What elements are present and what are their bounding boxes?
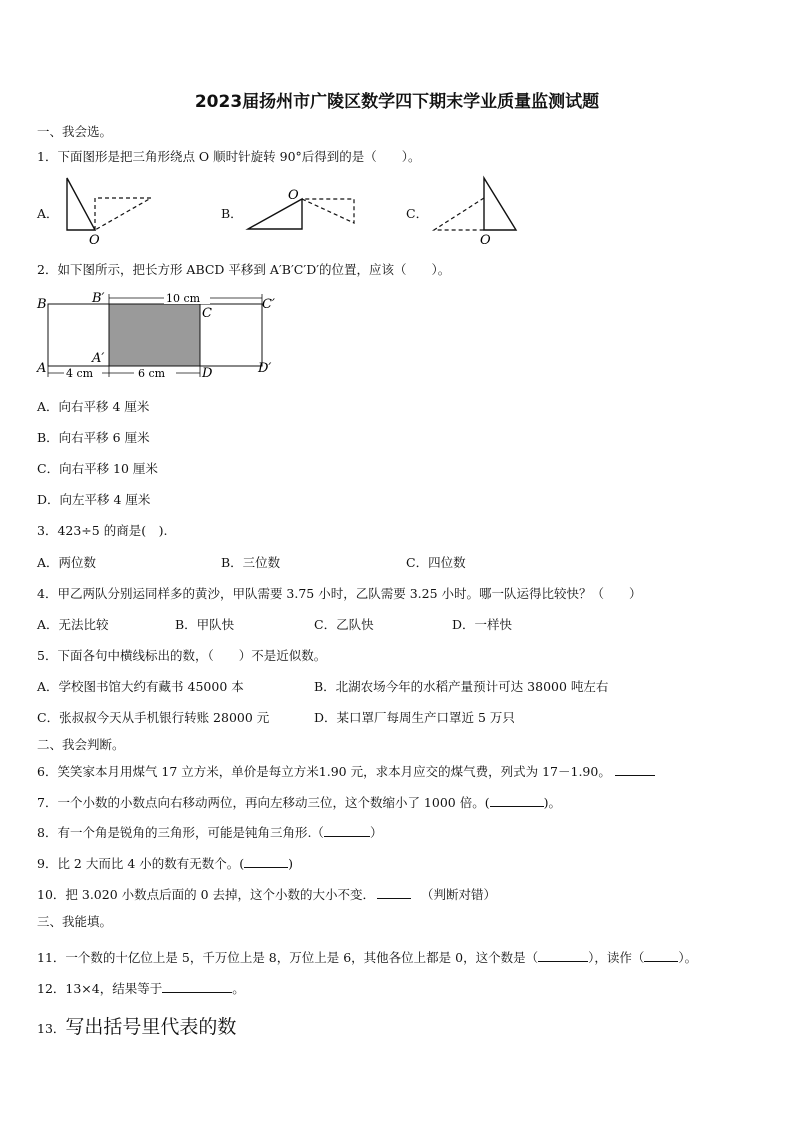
label-c: C — [202, 306, 212, 321]
q1-option-a-figure — [55, 172, 165, 248]
question-5-stem: 5．下面各句中横线标出的数，（ ）不是近似数。 — [37, 648, 327, 663]
question-8-tail: ） — [369, 825, 383, 840]
q1-option-a-label: A． — [37, 206, 59, 221]
question-2-stem: 2．如下图所示，把长方形 ABCD 平移到 A′B′C′D′的位置，应该（ ）。 — [37, 262, 451, 277]
label-a: A — [37, 361, 47, 376]
question-8 — [37, 823, 382, 841]
question-11-text: 11．一个数的十亿位上是 5，千万位上是 8，万位上是 6，其他各位上都是 0，这个数是（ — [37, 950, 539, 965]
triangle-rotated — [302, 199, 354, 223]
shaded-rectangle — [109, 304, 200, 366]
q2-option-b: B．向右平移 6 厘米 — [37, 430, 150, 445]
question-11-mid: ），读作（ — [588, 950, 645, 965]
question-6 — [37, 762, 655, 780]
label-b: B — [37, 297, 47, 312]
question-13 — [37, 1012, 236, 1039]
q1-option-b-label: B． — [221, 206, 243, 221]
question-9 — [37, 854, 293, 872]
question-1-stem: 1．下面图形是把三角形绕点 O 顺时针旋转 90°后得到的是（ ）。 — [37, 149, 421, 164]
q5-option-a: A．学校图书馆大约有藏书 45000 本 — [37, 679, 244, 694]
answer-blank[interactable] — [162, 980, 232, 993]
triangle-rotated — [95, 198, 151, 230]
label-a-prime: A′ — [92, 351, 105, 366]
triangle-original — [248, 199, 302, 229]
answer-blank[interactable] — [490, 794, 544, 807]
q2-option-a: A．向右平移 4 厘米 — [37, 399, 150, 414]
q3-option-a: A．两位数 — [37, 555, 97, 570]
q2-rectangle-figure — [34, 286, 284, 382]
question-13-text: 写出括号里代表的数 — [65, 1016, 237, 1038]
q5-option-c: C．张叔叔今天从手机银行转账 28000 元 — [37, 710, 270, 725]
answer-blank[interactable] — [324, 824, 370, 837]
question-7-text: 7．一个小数的小数点向右移动两位，再向左移动三位，这个数缩小了 1000 倍。( — [37, 795, 490, 810]
q4-option-a: A．无法比较 — [37, 617, 109, 632]
answer-blank-reading[interactable] — [644, 949, 678, 962]
question-4-stem: 4．甲乙两队分别运同样多的黄沙，甲队需要 3.75 小时，乙队需要 3.25 小时。哪一队运得比较快？（ ） — [37, 586, 642, 601]
triangle-original — [67, 178, 95, 230]
answer-blank[interactable] — [377, 886, 411, 899]
q1-option-c-label: C． — [406, 206, 429, 221]
page-title: 2023届扬州市广陵区数学四下期末学业质量监测试题 — [194, 92, 600, 112]
question-11 — [37, 948, 697, 966]
section-heading-judge: 二、我会判断。 — [37, 737, 125, 752]
label-d-prime: D′ — [258, 361, 272, 376]
point-o-label: O — [89, 233, 100, 248]
q1-option-b-figure — [240, 185, 365, 237]
q2-option-c: C．向右平移 10 厘米 — [37, 461, 158, 476]
question-7-tail: )。 — [543, 795, 561, 810]
triangle-original — [484, 178, 516, 230]
question-12 — [37, 979, 245, 997]
q3-option-c: C．四位数 — [406, 555, 466, 570]
question-10 — [37, 885, 496, 903]
q5-option-d: D．某口罩厂每周生产口罩近 5 万只 — [314, 710, 515, 725]
question-10-text: 10．把 3.020 小数点后面的 0 去掉，这个小数的大小不变． — [37, 887, 376, 902]
section-heading-choice: 一、我会选。 — [37, 124, 113, 139]
q2-option-d: D．向左平移 4 厘米 — [37, 492, 151, 507]
question-12-tail: 。 — [232, 981, 245, 996]
question-9-tail: ) — [288, 856, 294, 871]
label-d: D — [202, 366, 213, 381]
point-o-label: O — [288, 188, 299, 203]
dim-4cm: 4 cm — [66, 367, 94, 380]
label-c-prime: C′ — [262, 297, 275, 312]
answer-blank[interactable] — [244, 855, 288, 868]
answer-blank-number[interactable] — [538, 949, 588, 962]
dim-10cm: 10 cm — [166, 292, 201, 305]
question-9-text: 9．比 2 大而比 4 小的数有无数个。( — [37, 856, 245, 871]
q4-option-c: C．乙队快 — [314, 617, 374, 632]
q4-option-d: D．一样快 — [452, 617, 513, 632]
label-b-prime: B′ — [92, 291, 105, 306]
q1-option-c-figure — [428, 172, 528, 248]
section-heading-fill: 三、我能填。 — [37, 914, 113, 929]
dim-6cm: 6 cm — [138, 367, 166, 380]
question-6-text: 6．笑笑家本月用煤气 17 立方米，单价是每立方米1.90 元，求本月应交的煤气费，列式为 17－1.90。 — [37, 764, 611, 779]
q3-option-b: B．三位数 — [221, 555, 281, 570]
q5-option-b: B．北湖农场今年的水稻产量预计可达 38000 吨左右 — [314, 679, 609, 694]
triangle-rotated — [434, 198, 484, 230]
question-10-tail: （判断对错） — [421, 887, 497, 902]
question-13-number: 13． — [37, 1021, 66, 1036]
question-3-stem: 3．423÷5 的商是( ). — [37, 523, 168, 538]
answer-blank[interactable] — [615, 763, 655, 776]
question-8-text: 8．有一个角是锐角的三角形，可能是钝角三角形.（ — [37, 825, 324, 840]
point-o-label: O — [480, 233, 491, 248]
question-7 — [37, 793, 561, 811]
question-12-text: 12．13×4，结果等于 — [37, 981, 163, 996]
question-11-tail: ）。 — [678, 950, 698, 965]
q4-option-b: B．甲队快 — [175, 617, 235, 632]
